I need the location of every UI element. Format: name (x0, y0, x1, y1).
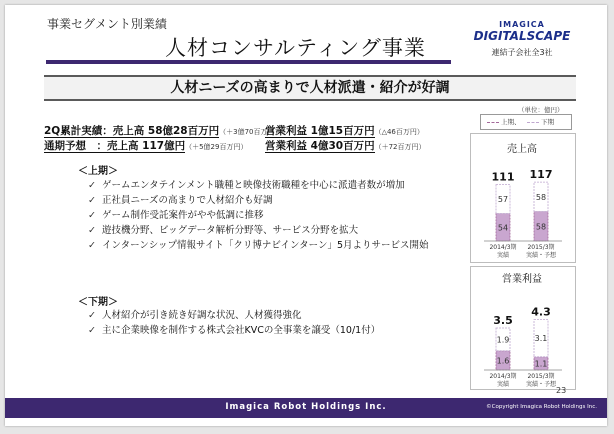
total-label: 111 (491, 170, 515, 184)
check-icon: ✓ (88, 325, 96, 336)
footer-company: Imagica Robot Holdings Inc. (225, 402, 387, 412)
logo-line2: DIGITALSCAPE (473, 29, 571, 43)
data-label: 58 (535, 222, 547, 232)
data-label: 1.6 (496, 356, 510, 366)
sales-chart-title: 売上高 (507, 144, 537, 155)
profit-chart (470, 284, 574, 388)
list-item: ✓ インターンシップ情報サイト「クリ博ナビインターン」5月よりサービス開始 (88, 240, 429, 251)
data-label: 54 (497, 223, 509, 233)
check-icon: ✓ (88, 195, 96, 206)
list-item: ✓ 遊技機分野、ビッグデータ解析分野等、サービス分野を拡大 (88, 225, 359, 236)
data-label: 58 (535, 192, 547, 202)
page-title: 人材コンサルティング事業 (165, 36, 426, 60)
list-item: ✓ 人材紹介が引き続き好調な状況、人材獲得強化 (88, 310, 302, 321)
row-op: 営業利益 1億15百万円 (265, 125, 375, 137)
total-label: 4.3 (531, 305, 551, 319)
results-row-2q (44, 123, 282, 138)
first-half-heading: ＜上期＞ (78, 166, 118, 177)
results-row-2q-op (265, 123, 424, 138)
check-icon: ✓ (88, 180, 96, 191)
row-op: 営業利益 4億30百万円 (265, 140, 375, 152)
list-item: ✓ ゲーム制作受託案件がやや低調に推移 (88, 210, 264, 221)
segment-label: 事業セグメント別業績 (47, 17, 167, 31)
row-sales-diff: （＋3億70百万円） (219, 128, 282, 136)
results-row-forecast-op (265, 138, 426, 153)
legend-upper: 上期、 (487, 115, 521, 129)
chart-legend (480, 114, 572, 130)
list-item: ✓ 主に企業映像を制作する株式会社KVCの全事業を譲受（10/1付） (88, 325, 381, 336)
data-label: 1.1 (534, 359, 548, 369)
category-label: 実績・予想 (525, 252, 557, 259)
check-icon: ✓ (88, 225, 96, 236)
total-label: 3.5 (493, 314, 513, 327)
footer-copyright: ©Copyright Imagica Robot Holdings Inc. (486, 404, 597, 410)
second-half-heading: ＜下期＞ (78, 297, 118, 308)
row-label: 2Q累計実績： (44, 125, 113, 137)
row-sales: 売上高 58億28百万円 (112, 125, 220, 137)
data-label: 57 (497, 195, 509, 205)
second-half-list (88, 308, 448, 338)
row-op-diff: （△46百万円） (374, 128, 424, 136)
company-logo (470, 20, 574, 68)
category-label: 実績 (496, 252, 510, 259)
results-row-forecast (44, 138, 247, 153)
unit-label: （単位：億円） (518, 106, 564, 114)
total-label: 117 (529, 168, 553, 182)
headline-banner: 人材ニーズの高まりで人材派遣・紹介が好調 (44, 75, 576, 101)
check-icon: ✓ (88, 210, 96, 221)
list-item: ✓ ゲームエンタテインメント職種と映像技術職種を中心に派遣者数が増加 (88, 180, 405, 191)
logo-line1: IMAGICA (499, 20, 545, 29)
list-item: ✓ 正社員ニーズの高まりで人材紹介も好調 (88, 195, 273, 206)
first-half-list (88, 178, 448, 253)
category-label: 実績 (496, 381, 510, 388)
category-label: 2015/3期 (527, 244, 555, 251)
row-op-diff: （＋72百万円） (374, 143, 426, 151)
row-label: 通期予想 ： (44, 140, 107, 152)
row-sales: 売上高 117億円 (107, 140, 186, 152)
check-icon: ✓ (88, 240, 96, 251)
data-label: 1.9 (496, 335, 510, 345)
category-label: 2014/3期 (489, 244, 517, 251)
category-label: 2014/3期 (489, 373, 517, 380)
title-underline (46, 60, 451, 64)
sales-chart (470, 155, 574, 261)
footer-bar (5, 398, 607, 418)
category-label: 実績・予想 (525, 381, 557, 388)
check-icon: ✓ (88, 310, 96, 321)
profit-chart-title: 営業利益 (502, 274, 542, 285)
logo-subtitle: 連結子会社全3社 (491, 48, 553, 57)
page-number: 23 (556, 386, 567, 395)
legend-lower: 下期 (527, 115, 554, 129)
data-label: 3.1 (534, 334, 548, 344)
row-sales-diff: （＋5億29百万円） (185, 143, 248, 151)
category-label: 2015/3期 (527, 373, 555, 380)
